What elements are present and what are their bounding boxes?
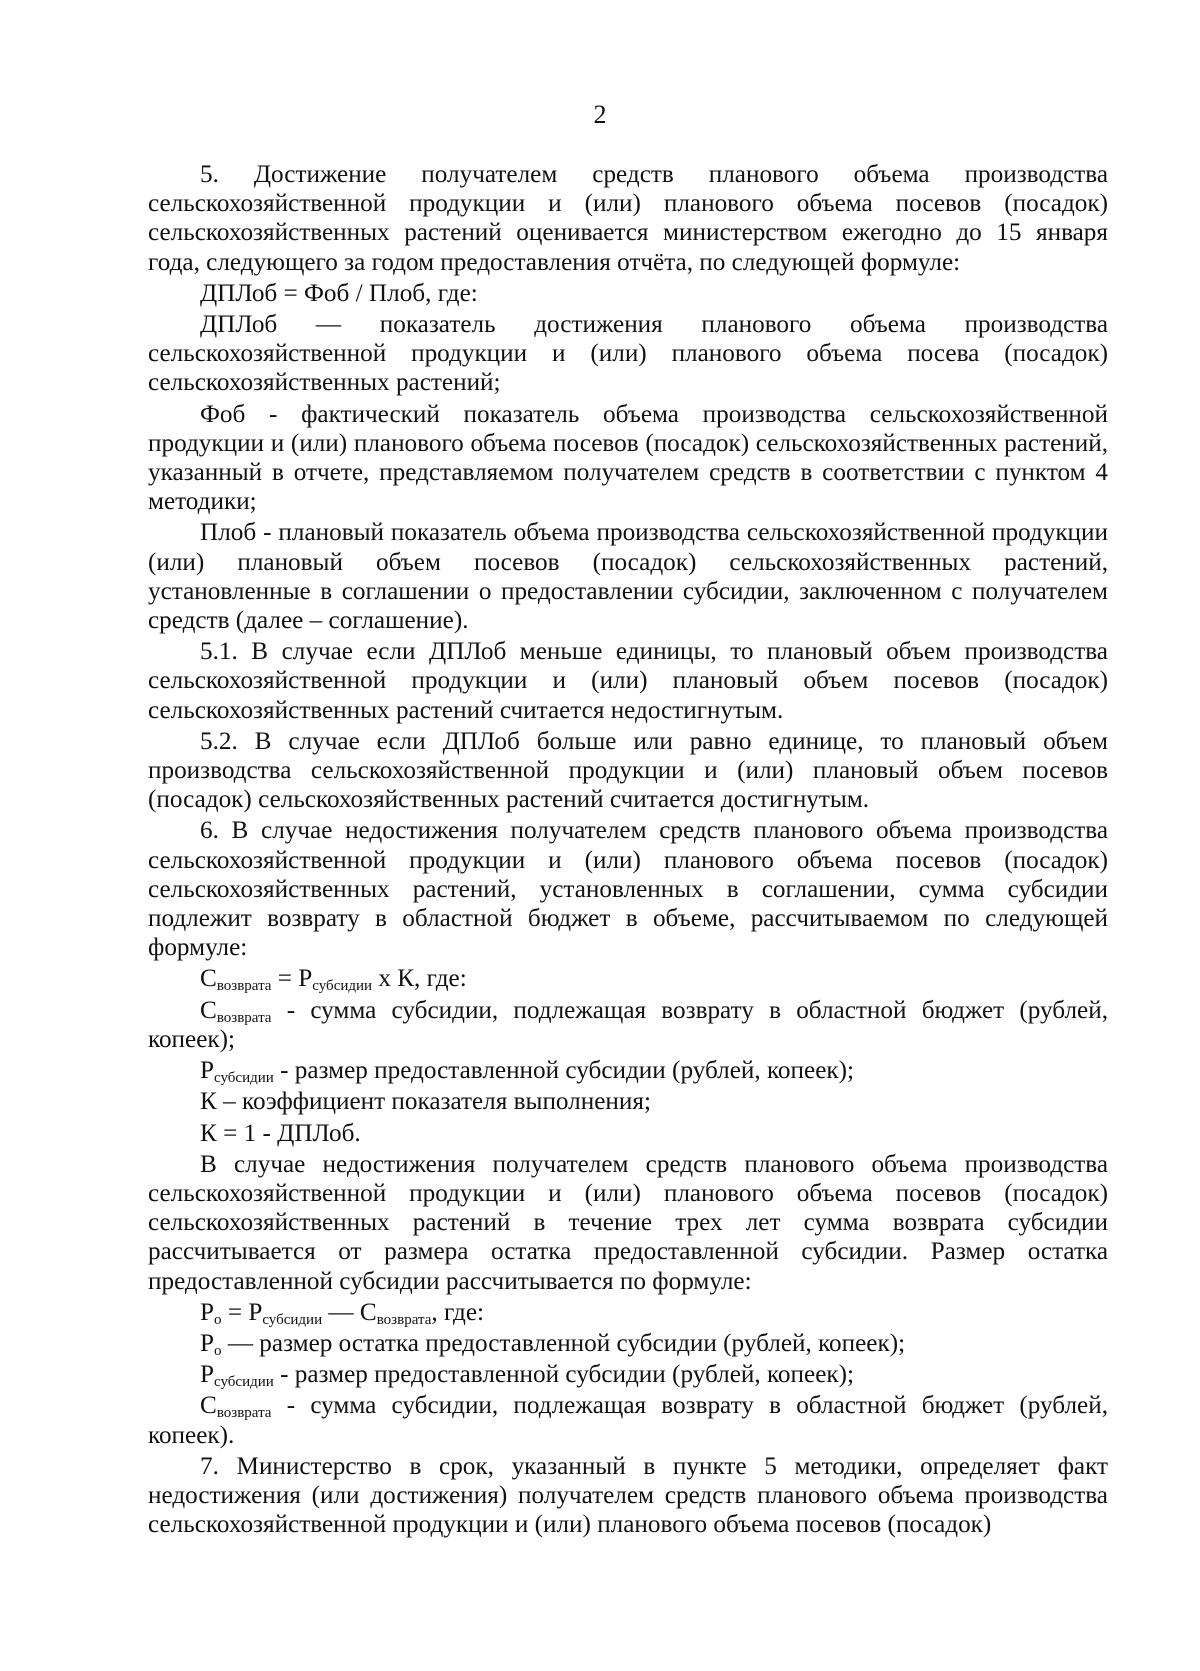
formula-remainder-r: Р [248,1298,263,1326]
formula-remainder-tail: , где: [431,1298,485,1326]
definition-r-subsidy-sym: Р [200,1057,215,1085]
definition-r-subsidy-2 [148,1360,1108,1389]
document-body [148,160,1108,1541]
formula-return-r: Р [298,965,313,993]
definition-plob: Плоб - плановый показатель объема производства сельскохозяйственной продукции (или) плановый объем посевов (посадок) сельскохозяйственных растений, установленные в соглашении о предоставлении субсидии, заключенном с получателем средств (далее – соглашение). [148,519,1108,635]
formula-return-r-sub: субсидии [312,978,373,995]
paragraph-three-years: В случае недостижения получателем средств планового объема производства сельскохозяйственной продукции и (или) планового объема посевов (посадок) сельскохозяйственных растений в течение трех лет сумма возврата субсидии рассчитывается от размера остатка предоставленной субсидии. Размер остатка предоставленной субсидии рассчитывается по формуле: [148,1150,1108,1295]
paragraph-5-2: 5.2. В случае если ДПЛоб больше или равно единице, то плановый объем производства сельскохозяйственной продукции и (или) плановый объем посевов (посадок) сельскохозяйственных растений считается достигнутым. [148,727,1108,814]
paragraph-5: 5. Достижение получателем средств планового объема производства сельскохозяйственной продукции и (или) планового объема посевов (посадок) сельскохозяйственных растений оценивается министерством ежегодно до 15 января года, следующего за годом предоставления отчёта, по следующей формуле: [148,161,1108,276]
definition-r-subsidy-2-text: - размер предоставленной субсидии (рублей, копеек); [273,1361,854,1389]
formula-k: К = 1 - ДПЛоб. [200,1119,361,1147]
formula-return-eq: = [271,965,299,993]
formula-return-c-sub: возврата [216,978,272,995]
definition-dploob: ДПЛоб — показатель достижения планового объема производства сельскохозяйственной продукции и (или) планового объема посева (посадок) сельскохозяйственных растений; [148,311,1108,397]
formula-remainder-minus: — [322,1298,360,1326]
definition-po [148,1329,1108,1358]
definition-r-subsidy-sub: субсидии [214,1070,274,1087]
definition-k: К – коэффициент показателя выполнения; [200,1088,651,1116]
formula-remainder [148,1298,1108,1327]
paragraph-5-1: 5.1. В случае если ДПЛоб меньше единицы, то плановый объем производства сельскохозяйственной продукции и (или) плановый объем посевов (посадок) сельскохозяйственных растений считается недостигнутым. [148,638,1108,724]
formula-remainder-p-sub: о [214,1311,222,1328]
formula-return-tail: х К, где: [372,965,467,993]
definition-c-return-2 [148,1391,1108,1449]
formula-remainder-p: Р [200,1298,215,1326]
page-number: 2 [593,100,607,129]
paragraph-7: 7. Министерство в срок, указанный в пункте 5 методики, определяет факт недостижения (или достижения) получателем средств планового объема производства сельскохозяйственной продукции и (или) планового объема посевов (посадок) [148,1452,1108,1539]
formula-return-c: С [200,965,217,993]
definition-c-return-text: - сумма субсидии, подлежащая возврату в областной бюджет (рублей, копеек); [148,996,1108,1053]
definition-c-return [148,996,1108,1054]
definition-c-return-sub: возврата [216,1009,272,1026]
formula-remainder-c: С [359,1298,377,1326]
definition-c-return-2-sub: возврата [216,1405,272,1422]
definition-r-subsidy [148,1056,1108,1085]
formula-remainder-eq: = [221,1298,249,1326]
definition-po-sub: о [214,1342,222,1359]
paragraph-6: 6. В случае недостижения получателем средств планового объема производства сельскохозяйственной продукции и (или) планового объема посевов (посадок) сельскохозяйственных растений, установленных в соглашении, сумма субсидии подлежит возврату в областной бюджет в объеме, рассчитываемом по следующей формуле: [148,817,1108,962]
formula-remainder-r-sub: субсидии [262,1311,323,1328]
definition-po-sym: Р [200,1329,215,1357]
definition-po-text: — размер остатка предоставленной субсидии (рублей, копеек); [221,1329,906,1357]
definition-c-return-2-sym: С [200,1392,217,1420]
definition-c-return-sym: С [200,996,217,1024]
definition-c-return-2-text: - сумма субсидии, подлежащая возврату в областной бюджет (рублей, копеек). [148,1392,1108,1449]
formula-dploob: ДПЛоб = Фоб / Плоб, где: [200,279,478,307]
definition-r-subsidy-2-sub: субсидии [214,1374,274,1391]
formula-remainder-c-sub: возврата [376,1311,432,1328]
definition-r-subsidy-text: - размер предоставленной субсидии (рублей, копеек); [273,1057,854,1085]
formula-return [148,964,1108,993]
definition-r-subsidy-2-sym: Р [200,1361,215,1389]
definition-fob: Фоб - фактический показатель объема производства сельскохозяйственной продукции и (или) планового объема посевов (посадок) сельскохозяйственных растений, указанный в отчете, представляемом получателем средств в соответствии с пунктом 4 методики; [148,400,1108,516]
